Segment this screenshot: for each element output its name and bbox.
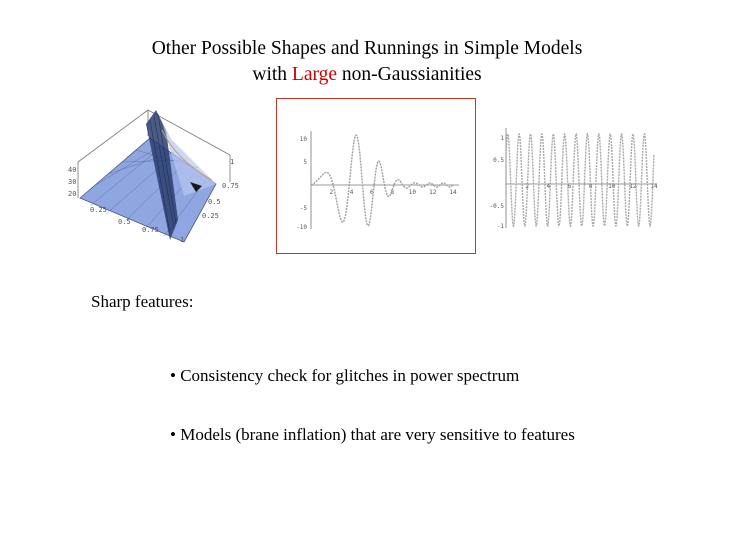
title-line-2-suffix: non-Gaussianities (337, 64, 482, 85)
osc-x-tick: 4 (349, 189, 354, 196)
periodic-plot-figure (489, 124, 662, 232)
surface-plot (66, 100, 244, 250)
per-x-tick: 14 (650, 183, 658, 190)
slide-title (0, 36, 734, 88)
tick-front-2: 0.75 (142, 226, 159, 234)
tick-front-1: 0.5 (118, 218, 131, 226)
per-y-tick: -0.5 (489, 203, 504, 210)
tick-left-2: 20 (68, 190, 77, 198)
tick-right-1: 0.75 (222, 182, 239, 190)
per-x-tick: 4 (546, 183, 551, 190)
title-line-2 (0, 62, 734, 88)
osc-x-tick: 2 (329, 189, 334, 196)
bullet-item: • Consistency check for glitches in power spectrum (170, 366, 520, 385)
surface-plot-figure (66, 100, 244, 250)
oscillation-curve (311, 135, 453, 226)
osc-x-tick: 6 (370, 189, 374, 196)
per-y-tick: 1 (500, 135, 504, 142)
tick-right-0: 1 (230, 158, 235, 166)
osc-y-tick: -5 (299, 205, 307, 212)
tick-right-3: 0.25 (202, 212, 219, 220)
tick-right-2: 0.5 (208, 198, 221, 206)
osc-y-tick: -10 (296, 224, 307, 231)
osc-y-tick: 5 (303, 159, 307, 166)
title-line-1: Other Possible Shapes and Runnings in Simple Models (151, 38, 583, 59)
per-x-tick: 2 (525, 183, 529, 190)
title-line-2-prefix: with (252, 64, 292, 85)
osc-x-tick: 12 (429, 189, 437, 196)
per-x-tick: 12 (629, 183, 637, 190)
oscillation-plot-figure (276, 98, 476, 254)
tick-front-3: 1 (180, 236, 185, 244)
osc-y-tick: 10 (299, 136, 307, 143)
osc-x-tick: 14 (449, 189, 457, 196)
bullet-item: • Models (brane inflation) that are very sensitive to features (170, 425, 575, 444)
periodic-plot (489, 124, 662, 232)
periodic-curve (506, 134, 654, 226)
per-x-tick: 6 (567, 183, 572, 190)
tick-left-0: 40 (68, 166, 77, 174)
osc-x-tick: 8 (390, 189, 394, 196)
per-x-tick: 8 (588, 183, 593, 190)
per-y-tick: 0.5 (493, 157, 504, 164)
per-x-tick: 10 (608, 183, 616, 190)
title-highlight: Large (291, 64, 338, 85)
tick-front-0: 0.25 (90, 206, 107, 214)
oscillation-plot (277, 99, 474, 252)
section-label: Sharp features: (91, 292, 194, 311)
per-y-tick: -1 (496, 223, 504, 230)
osc-x-tick: 10 (408, 189, 417, 196)
tick-left-1: 30 (68, 178, 77, 186)
